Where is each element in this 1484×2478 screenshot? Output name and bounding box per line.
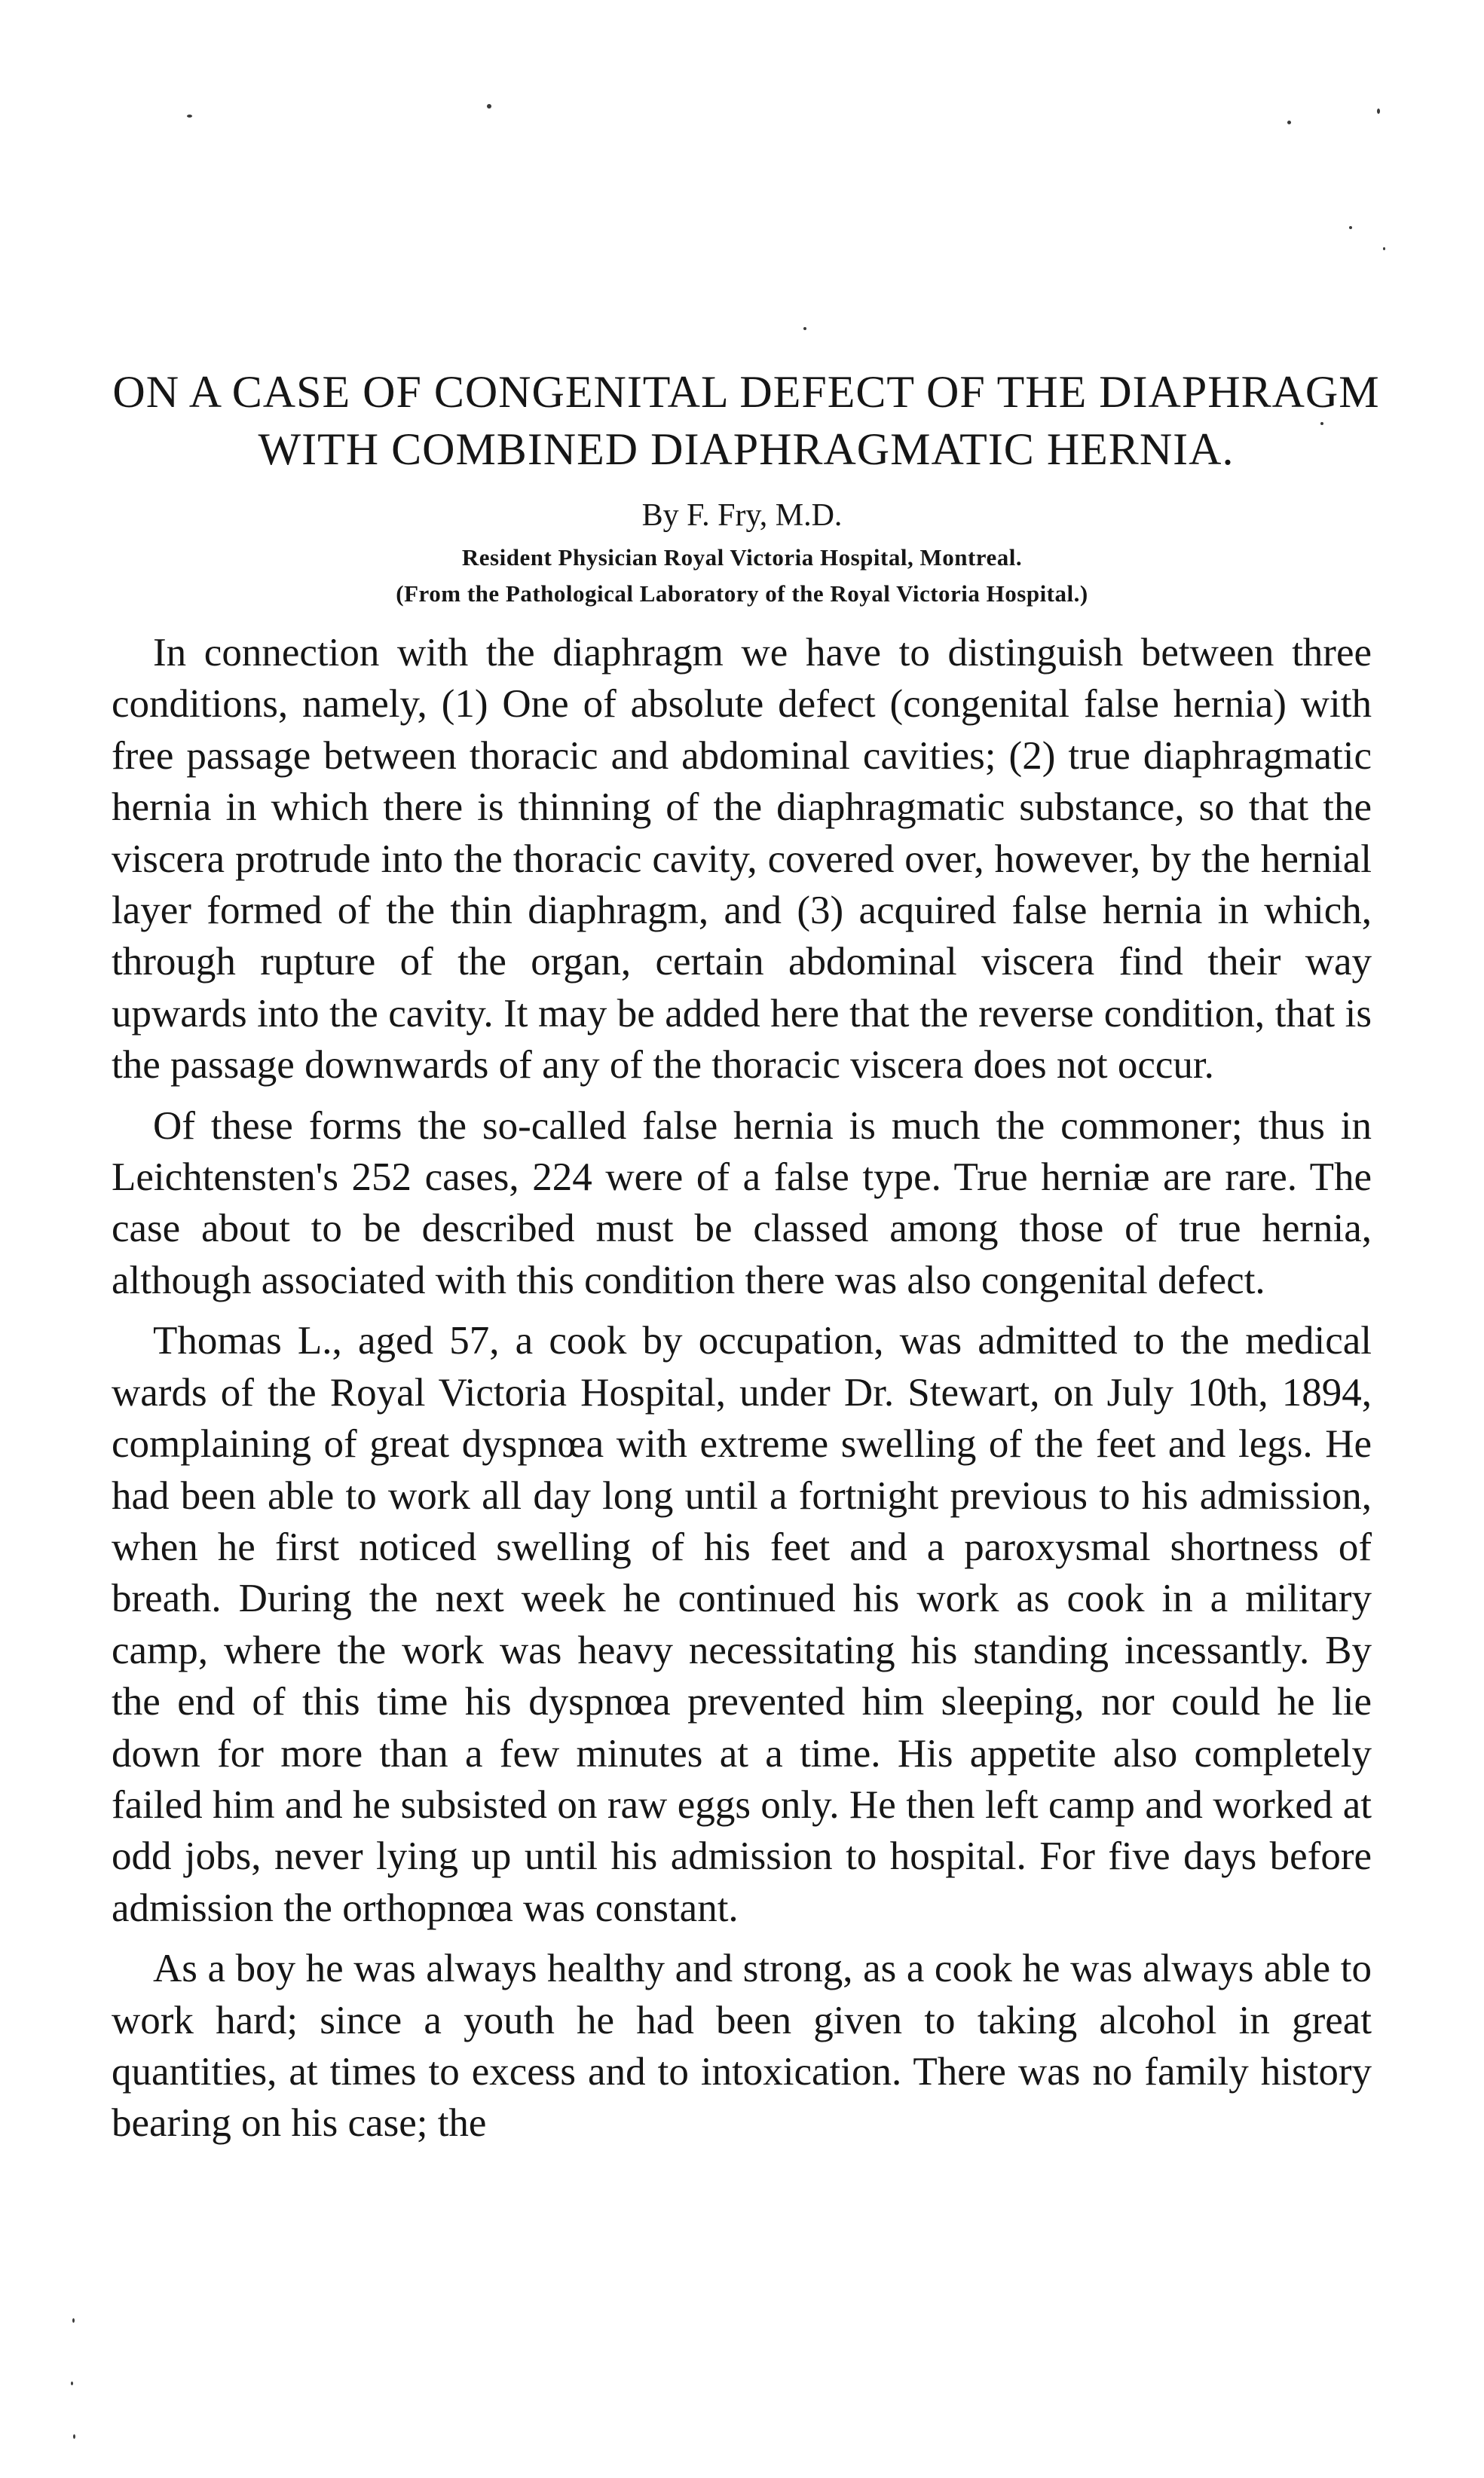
article-title-line-2: WITH COMBINED DIAPHRAGMATIC HERNIA. xyxy=(258,424,1235,474)
scan-speck xyxy=(73,2434,75,2439)
scan-speck xyxy=(487,104,491,109)
body-paragraph: In connection with the diaphragm we have to distinguish between three conditions, namely, (1) One of absolute defect (congenital false hernia) with free passage between thoracic and abdominal cavities; (2) true diaphragmatic hernia in which there is thinning of the diaphragmatic substance, so that the viscera protrude into the thoracic cavity, covered over, however, by the hernial layer formed of the thin diaphragm, and (3) acquired false hernia in which, through rupture of the organ, certain abdominal viscera find their way upwards into the cavity. It may be added here that the reverse condition, that is the passage downwards of any of the thoracic viscera does not occur. xyxy=(112,631,1372,1088)
scan-speck xyxy=(187,115,192,118)
article-byline: By F. Fry, M.D. xyxy=(641,498,843,533)
body-paragraph: Thomas L., aged 57, a cook by occupation, was admitted to the medical wards of the Royal Victoria Hospital, under Dr. Stewart, on July 10th, 1894, complaining of great dyspnœa with extreme swelling of the feet and legs. He had been able to work all day long until a fortnight previous to his admission, when he first noticed swelling of his feet and a paroxysmal shortness of breath. During the next week he continued his work as cook in a military camp, where the work was heavy necessitating his standing incessantly. By the end of this time his dyspnœa prevented him sleeping, nor could he lie down for more than a few minutes at a time. His appetite also completely failed him and he subsisted on raw eggs only. He then left camp and worked at odd jobs, never lying up until his admission to hospital. For five days before admission the orthopnœa was constant. xyxy=(112,1319,1372,1930)
scan-speck xyxy=(71,2382,73,2385)
article-title-line-1: ON A CASE OF CONGENITAL DEFECT OF THE DIAPHRAGM xyxy=(112,367,1380,417)
source-note: (From the Pathological Laboratory of the Royal Victoria Hospital.) xyxy=(396,580,1088,607)
article-body xyxy=(112,627,1372,2149)
scan-speck xyxy=(1383,247,1385,250)
scan-speck xyxy=(72,2318,75,2323)
body-paragraph: As a boy he was always healthy and strong, as a cook he was always able to work hard; since a youth he had been given to taking alcohol in great quantities, at times to excess and to intoxication. There was no family history bearing on his case; the xyxy=(112,1947,1372,2146)
scan-speck xyxy=(1349,226,1352,229)
scan-speck xyxy=(803,327,806,330)
scan-speck xyxy=(1377,109,1380,114)
scan-speck xyxy=(1287,121,1291,124)
author-affiliation: Resident Physician Royal Victoria Hospital, Montreal. xyxy=(461,544,1023,571)
body-paragraph: Of these forms the so-called false hernia is much the commoner; thus in Leichtensten's 252 cases, 224 were of a false type. True herniæ are rare. The case about to be described must be classed among those of true hernia, although associated with this condition there was also congenital defect. xyxy=(112,1103,1372,1302)
